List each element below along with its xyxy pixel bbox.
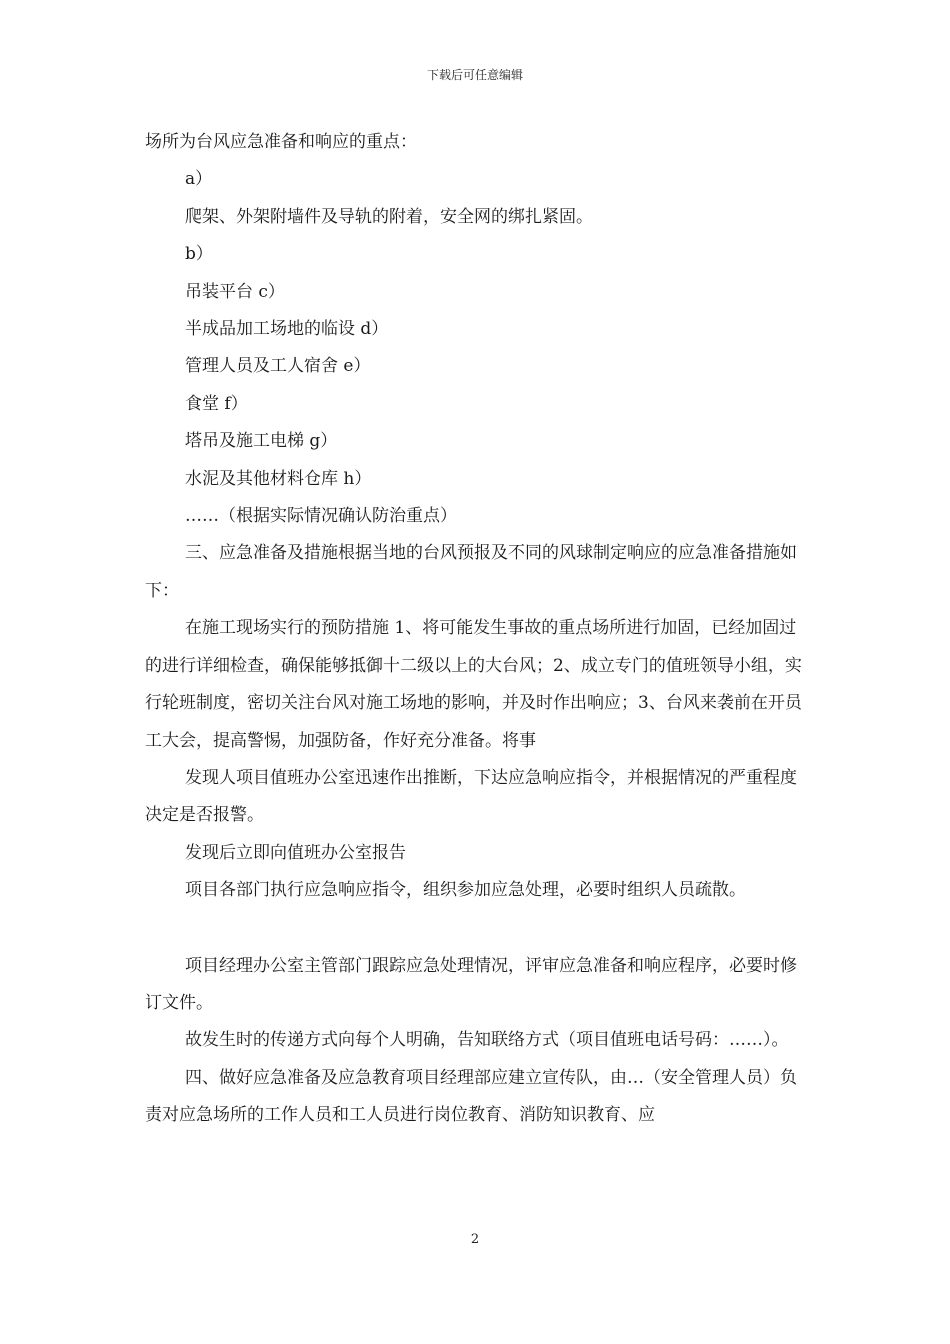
page-header: 下载后可任意编辑 [426,68,523,82]
list-item: 吊装平台 c） [185,281,285,302]
paragraph: 发现人项目值班办公室迅速作出推断，下达应急响应指令，并根据情况的严重程度决定是否报警。 [145,767,797,826]
page-number: 2 [470,1232,480,1247]
list-item: 半成品加工场地的临设 d） [185,319,389,340]
list-item: 食堂 f） [185,393,248,414]
list-item: a） [185,169,213,190]
list-item: 管理人员及工人宿舍 e） [185,356,371,377]
paragraph: 项目各部门执行应急响应指令，组织参加应急处理，必要时组织人员疏散。 [185,880,746,901]
paragraph-spacer [145,910,813,948]
list-item: 塔吊及施工电梯 g） [185,431,338,452]
section-heading-paragraph: 三、应急准备及措施根据当地的台风预报及不同的风球制定响应的应急准备措施如下： [145,543,797,601]
list-item: ……（根据实际情况确认防治重点） [185,506,457,527]
section-heading-paragraph: 四、做好应急准备及应急教育项目经理部应建立宣传队，由…（安全管理人员）负责对应急场所的工作人员和工人员进行岗位教育、消防知识教育、应 [145,1067,797,1126]
list-item: 爬架、外架附墙件及导轨的附着，安全网的绑扎紧固。 [185,206,593,227]
list-item: 水泥及其他材料仓库 h） [185,468,372,489]
document-body [145,124,813,1135]
paragraph: 场所为台风应急准备和响应的重点： [145,132,417,152]
paragraph: 项目经理办公室主管部门跟踪应急处理情况，评审应急准备和响应程序，必要时修订文件。 [145,955,797,1013]
paragraph: 故发生时的传递方式向每个人明确，告知联络方式（项目值班电话号码：……）。 [185,1030,789,1051]
paragraph: 在施工现场实行的预防措施 1、将可能发生事故的重点场所进行加固，已经加固过的进行详细检查，确保能够抵御十二级以上的大台风；2、成立专门的值班领导小组，实行轮班制度，密切关注台风对施工场地的影响，并及时作出响应；3、台风来袭前在开员工大会，提高警惕，加强防备，作好充分准备。将事 [145,618,802,751]
paragraph: 发现后立即向值班办公室报告 [185,842,406,863]
list-item: b） [185,244,213,265]
